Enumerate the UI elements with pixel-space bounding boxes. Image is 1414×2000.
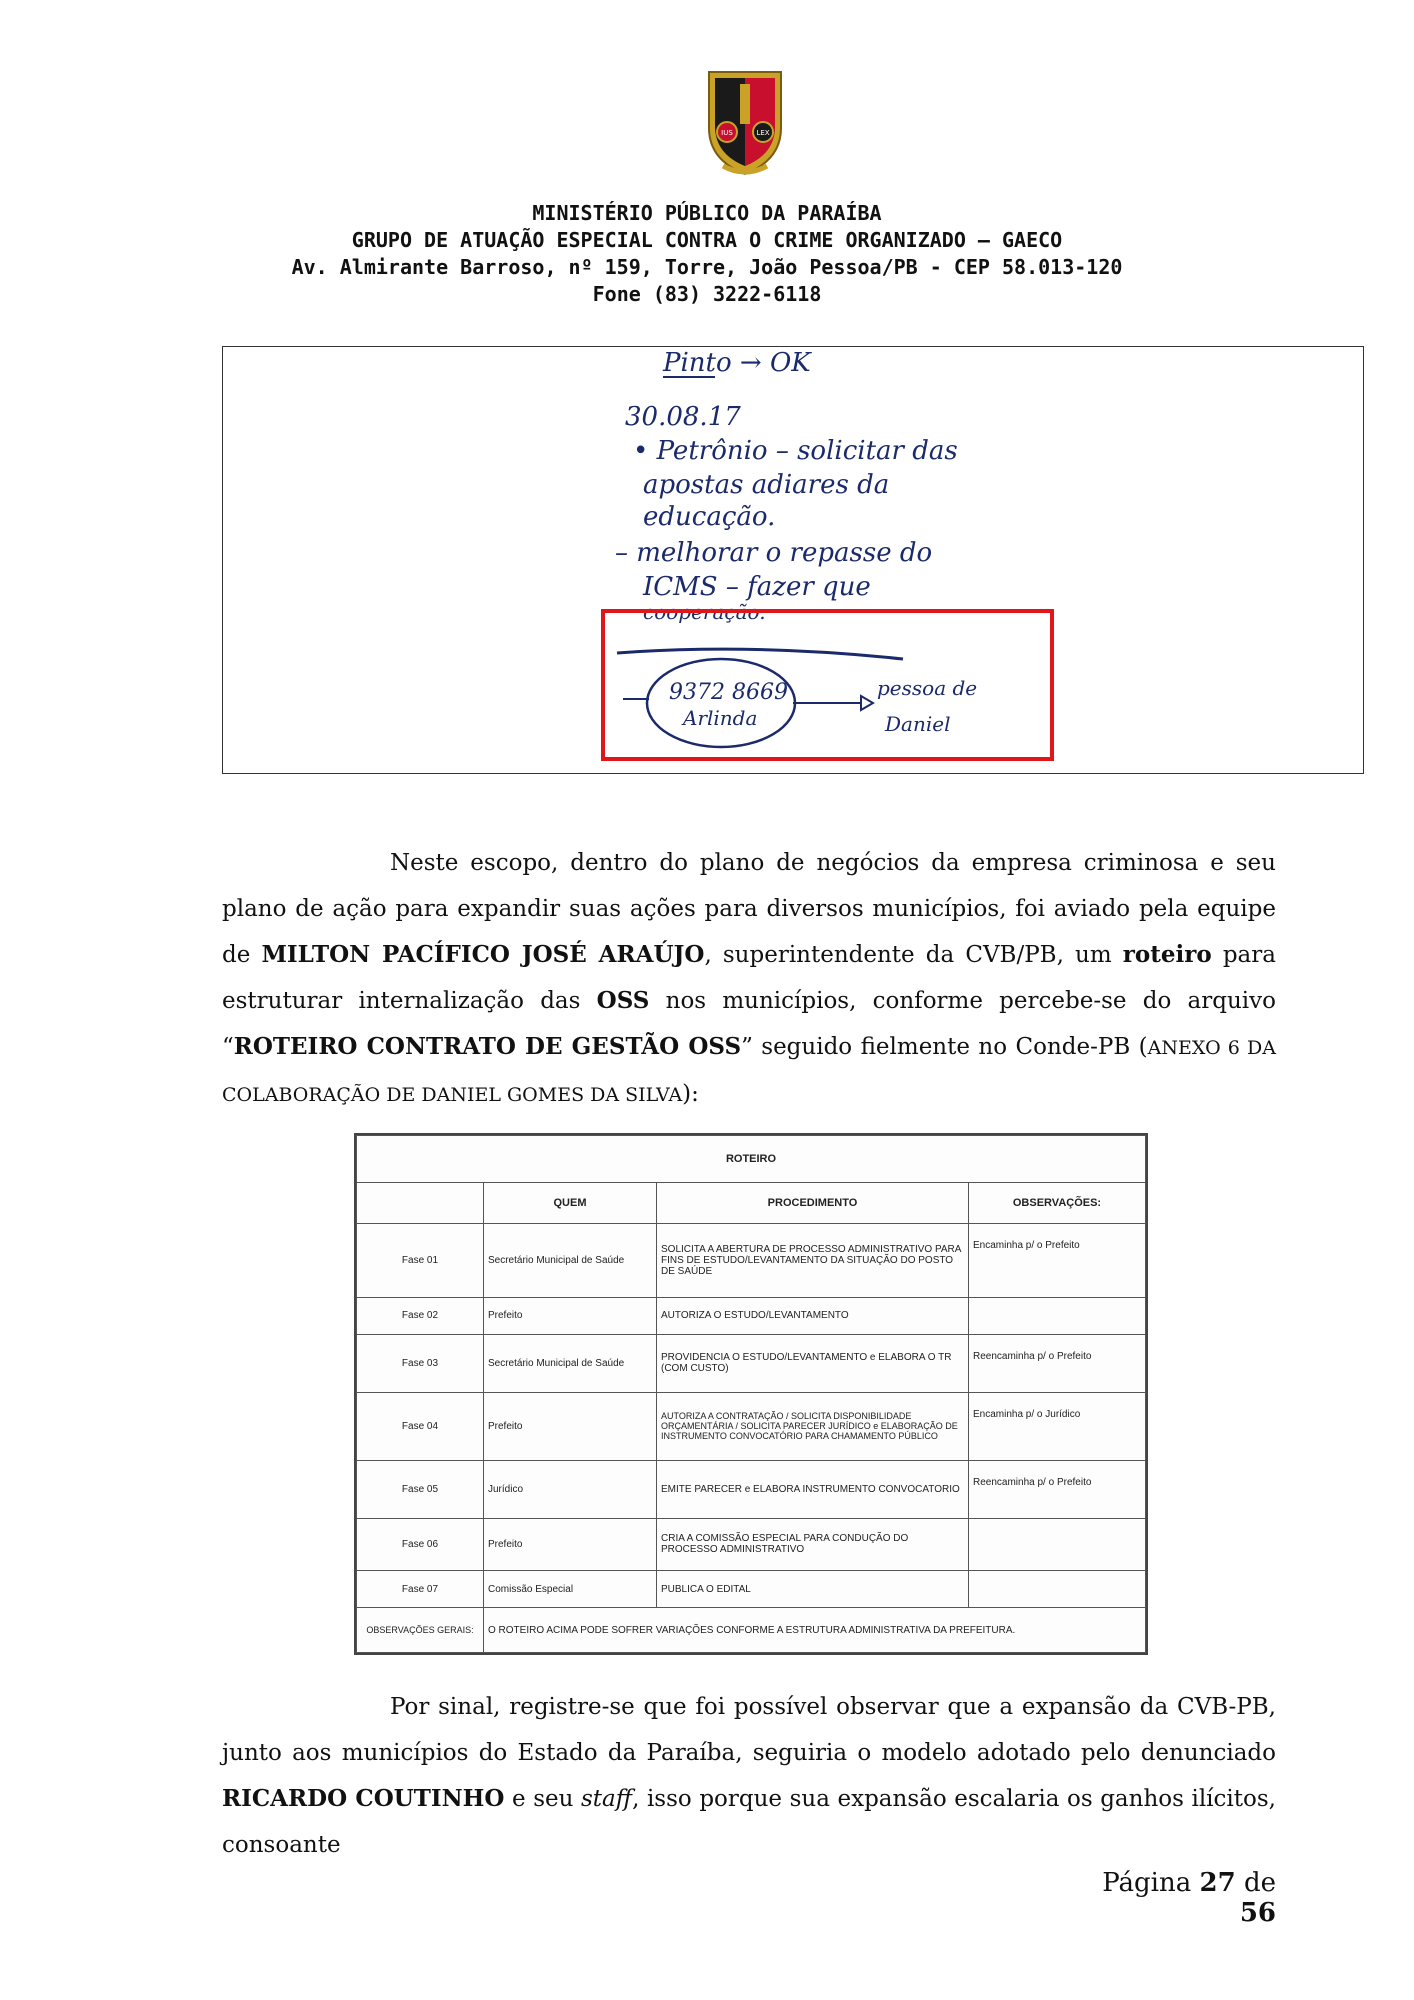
note-arrow-text: pessoa de (877, 676, 978, 700)
note-arrow-text: Daniel (885, 712, 951, 736)
observacoes-cell: Reencaminha p/ o Prefeito (969, 1460, 1146, 1518)
observacoes-cell (969, 1518, 1146, 1570)
observacoes-cell: Encaminha p/ o Prefeito (969, 1224, 1146, 1298)
crest-text-right: LEX (756, 129, 770, 137)
header-group: GRUPO DE ATUAÇÃO ESPECIAL CONTRA O CRIME ORGANIZADO – GAECO (351, 228, 1063, 252)
gaeco-crest-logo (703, 62, 787, 178)
table-row (357, 1224, 1146, 1298)
roteiro-header: PROCEDIMENTO (657, 1183, 969, 1224)
procedimento-cell: PROVIDENCIA O ESTUDO/LEVANTAMENTO e ELABORA O TR (COM CUSTO) (657, 1334, 969, 1392)
annex-reference: ANEXO 6 DA COLABORAÇÃO DE DANIEL GOMES DA SILVA (222, 1037, 1277, 1106)
procedimento-cell: SOLICITA A ABERTURA DE PROCESSO ADMINISTRATIVO PARA FINS DE ESTUDO/LEVANTAMENTO DA SITUAÇÃO DO POSTO DE SAÚDE (657, 1224, 969, 1298)
text-run: , superintendente da CVB/PB, um (704, 942, 1123, 968)
highlight-rectangle (601, 609, 1054, 761)
observacoes-cell: Encaminha p/ o Jurídico (969, 1392, 1146, 1460)
roteiro-table-figure (354, 1133, 1148, 1655)
note-circle-number: 9372 8669 (669, 680, 788, 705)
text-run: para estruturar internalização das (222, 942, 1276, 1014)
of-word: de (1243, 1868, 1276, 1898)
table-row (357, 1392, 1146, 1460)
bold-term: roteiro (1122, 941, 1212, 968)
header-phone: Fone (83) 3222-6118 (592, 282, 822, 306)
observacoes-cell (969, 1571, 1146, 1608)
bold-name: RICARDO COUTINHO (222, 1785, 505, 1812)
fase-cell: Fase 02 (357, 1297, 484, 1334)
page-number (1060, 1868, 1276, 1928)
quem-cell: Prefeito (484, 1518, 657, 1570)
quem-cell: Secretário Municipal de Saúde (484, 1224, 657, 1298)
roteiro-header: OBSERVAÇÕES: (969, 1183, 1146, 1224)
text-run: Por sinal, registre-se que foi possível observar que a expansão da CVB-PB, junto aos municípios do Estado da Paraíba, seguiria o modelo adotado pelo denunciado (222, 1694, 1276, 1766)
text-run: Neste escopo, dentro do plano de negócios da empresa criminosa e seu plano de ação para expandir suas ações para diversos municípios, foi aviado pela equipe de (222, 850, 1276, 968)
note-line: Pinto → OK (663, 348, 811, 378)
fase-cell: Fase 03 (357, 1334, 484, 1392)
body-paragraph-1 (222, 840, 1276, 1118)
table-row (357, 1297, 1146, 1334)
note-line: • Petrônio – solicitar das (633, 436, 958, 466)
italic-term: staff (581, 1786, 633, 1812)
table-footer-row (357, 1608, 1146, 1653)
table-row (357, 1460, 1146, 1518)
text-run: , isso porque sua expansão escalaria os ganhos ilícitos, consoante (222, 1786, 1276, 1858)
fase-cell: Fase 06 (357, 1518, 484, 1570)
observacoes-cell: Reencaminha p/ o Prefeito (969, 1334, 1146, 1392)
fase-cell: Fase 07 (357, 1571, 484, 1608)
text-run: nos municípios, conforme percebe-se do arquivo “ (222, 988, 1276, 1060)
bold-name: MILTON PACÍFICO JOSÉ ARAÚJO (261, 941, 705, 968)
bold-term: OSS (596, 987, 650, 1014)
observacoes-gerais-label: OBSERVAÇÕES GERAIS: (357, 1608, 484, 1653)
crest-text-left: IUS (721, 129, 733, 137)
body-paragraph-2 (222, 1684, 1276, 1868)
procedimento-cell: AUTORIZA O ESTUDO/LEVANTAMENTO (657, 1297, 969, 1334)
note-line: educação. (643, 502, 776, 532)
header-address: Av. Almirante Barroso, nº 159, Torre, João Pessoa/PB - CEP 58.013-120 (291, 255, 1123, 279)
handwritten-note-figure (222, 346, 1364, 774)
table-row (357, 1334, 1146, 1392)
total-pages: 56 (1239, 1898, 1276, 1928)
fase-cell: Fase 01 (357, 1224, 484, 1298)
quem-cell: Prefeito (484, 1392, 657, 1460)
note-line: – melhorar o repasse do (615, 538, 933, 568)
procedimento-cell: PUBLICA O EDITAL (657, 1571, 969, 1608)
letterhead (0, 200, 1414, 308)
note-line: cooperação. (643, 600, 766, 624)
procedimento-cell: CRIA A COMISSÃO ESPECIAL PARA CONDUÇÃO DO PROCESSO ADMINISTRATIVO (657, 1518, 969, 1570)
roteiro-header (357, 1183, 484, 1224)
current-page: 27 (1199, 1868, 1236, 1898)
table-row (357, 1518, 1146, 1570)
bold-document-title: ROTEIRO CONTRATO DE GESTÃO OSS (233, 1033, 742, 1060)
table-row (357, 1571, 1146, 1608)
text-run: ): (682, 1081, 699, 1107)
observacoes-gerais-text: O ROTEIRO ACIMA PODE SOFRER VARIAÇÕES CONFORME A ESTRUTURA ADMINISTRATIVA DA PREFEITURA. (484, 1608, 1146, 1653)
page-word: Página (1102, 1868, 1192, 1898)
quem-cell: Secretário Municipal de Saúde (484, 1334, 657, 1392)
roteiro-header: QUEM (484, 1183, 657, 1224)
note-line: apostas adiares da (643, 470, 890, 500)
fase-cell: Fase 04 (357, 1392, 484, 1460)
quem-cell: Jurídico (484, 1460, 657, 1518)
quem-cell: Comissão Especial (484, 1571, 657, 1608)
fase-cell: Fase 05 (357, 1460, 484, 1518)
text-run: ” seguido fielmente no Conde-PB ( (741, 1034, 1148, 1060)
text-run: e seu (504, 1786, 581, 1812)
note-circle-name: Arlinda (683, 706, 758, 730)
quem-cell: Prefeito (484, 1297, 657, 1334)
roteiro-title: ROTEIRO (357, 1136, 1146, 1183)
procedimento-cell: AUTORIZA A CONTRATAÇÃO / SOLICITA DISPONIBILIDADE ORÇAMENTÁRIA / SOLICITA PARECER JURÍDICO e ELABORAÇÃO DE INSTRUMENTO CONVOCATÓRIO PARA CHAMAMENTO PÚBLICO (657, 1392, 969, 1460)
observacoes-cell (969, 1297, 1146, 1334)
procedimento-cell: EMITE PARECER e ELABORA INSTRUMENTO CONVOCATORIO (657, 1460, 969, 1518)
note-line: 30.08.17 (625, 402, 741, 432)
header-institution: MINISTÉRIO PÚBLICO DA PARAÍBA (532, 201, 882, 225)
note-line: ICMS – fazer que (643, 572, 871, 602)
